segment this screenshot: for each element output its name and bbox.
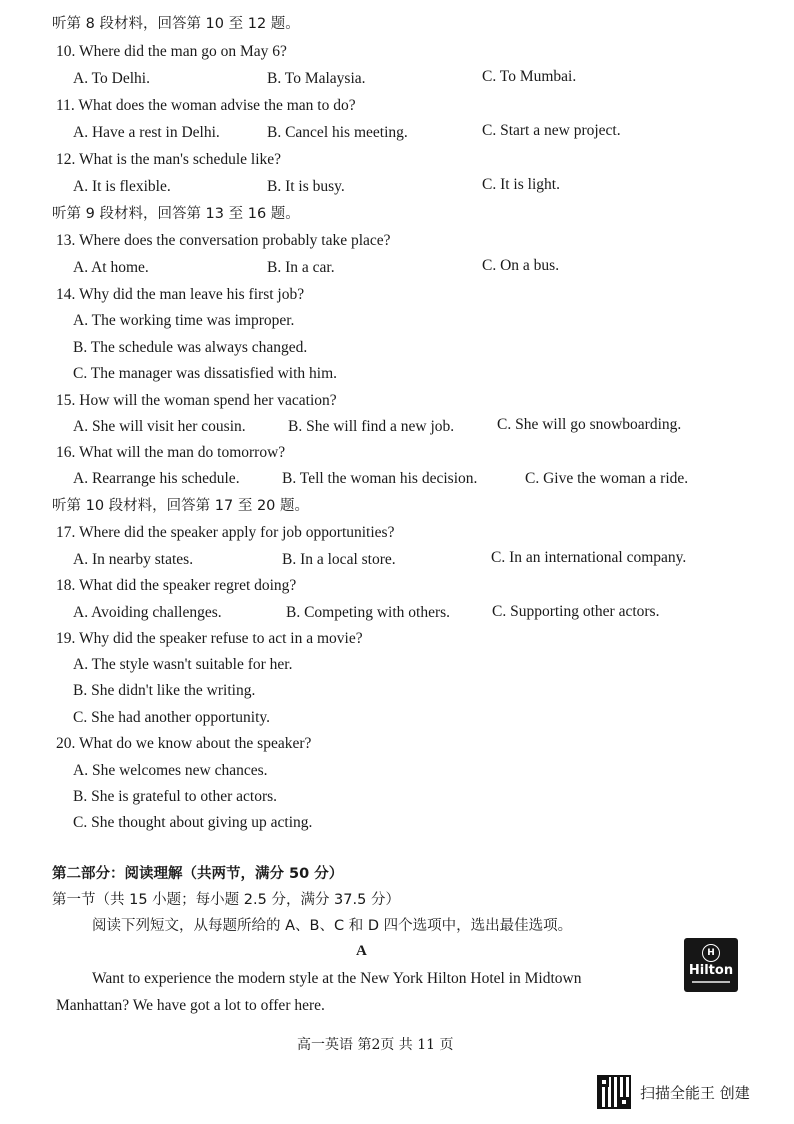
q16-option-a: A. Rearrange his schedule. — [73, 470, 240, 487]
hilton-logo — [684, 938, 738, 992]
q16-option-c: C. Give the woman a ride. — [525, 470, 689, 487]
q10-option-c: C. To Mumbai. — [482, 68, 577, 85]
passage-line-1: Want to experience the modern style at the New York Hilton Hotel in Midtown — [92, 970, 582, 987]
part2-title: 第二部分：阅读理解（共两节，满分 50 分） — [52, 866, 344, 882]
q13-option-c: C. On a bus. — [482, 257, 560, 274]
q19-stem: 19. Why did the speaker refuse to act in a movie? — [56, 630, 363, 647]
q17-stem: 17. Where did the speaker apply for job opportunities? — [56, 524, 395, 541]
part2-instruction: 阅读下列短文，从每题所给的 A、B、C 和 D 四个选项中，选出最佳选项。 — [92, 918, 573, 934]
page-footer: 高一英语 第2页 共 11 页 — [297, 1037, 454, 1053]
scanner-watermark: 扫描全能王 创建 — [640, 1084, 750, 1102]
q20-stem: 20. What do we know about the speaker? — [56, 735, 312, 752]
section-8-header: 听第 8 段材料，回答第 10 至 12 题。 — [52, 16, 300, 32]
q12-option-b: B. It is busy. — [267, 178, 345, 195]
q15-option-b: B. She will find a new job. — [288, 418, 455, 435]
hilton-mark-icon: H — [702, 944, 720, 962]
passage-line-2: Manhattan? We have got a lot to offer here. — [56, 997, 325, 1014]
q10-stem: 10. Where did the man go on May 6? — [56, 43, 287, 60]
q16-stem: 16. What will the man do tomorrow? — [56, 444, 286, 461]
qr-code-icon — [597, 1075, 631, 1109]
q18-option-c: C. Supporting other actors. — [492, 603, 660, 620]
section-9-header: 听第 9 段材料，回答第 13 至 16 题。 — [52, 206, 300, 222]
q13-option-b: B. In a car. — [267, 259, 335, 276]
q13-stem: 13. Where does the conversation probably take place? — [56, 232, 391, 249]
q17-option-a: A. In nearby states. — [73, 551, 194, 568]
q20-option-b: B. She is grateful to other actors. — [73, 788, 278, 805]
q13-option-a: A. At home. — [73, 259, 149, 276]
q14-option-a: A. The working time was improper. — [73, 312, 295, 329]
q18-option-b: B. Competing with others. — [286, 604, 451, 621]
passage-label: A — [356, 943, 367, 959]
q15-option-c: C. She will go snowboarding. — [497, 416, 682, 433]
q17-option-b: B. In a local store. — [282, 551, 396, 568]
q17-option-c: C. In an international company. — [491, 549, 687, 566]
q19-option-b: B. She didn't like the writing. — [73, 682, 256, 699]
q19-option-a: A. The style wasn't suitable for her. — [73, 656, 293, 673]
q10-option-a: A. To Delhi. — [73, 70, 150, 87]
q20-option-c: C. She thought about giving up acting. — [73, 814, 313, 831]
q11-stem: 11. What does the woman advise the man to do? — [56, 97, 356, 114]
q18-option-a: A. Avoiding challenges. — [73, 604, 222, 621]
q14-option-b: B. The schedule was always changed. — [73, 339, 308, 356]
q15-option-a: A. She will visit her cousin. — [73, 418, 246, 435]
q12-option-c: C. It is light. — [482, 176, 560, 193]
q11-option-c: C. Start a new project. — [482, 122, 621, 139]
q11-option-b: B. Cancel his meeting. — [267, 124, 408, 141]
q19-option-c: C. She had another opportunity. — [73, 709, 271, 726]
q12-option-a: A. It is flexible. — [73, 178, 171, 195]
hilton-logo-tagline-bar — [692, 981, 730, 983]
hilton-logo-text: Hilton — [688, 963, 734, 978]
q11-option-a: A. Have a rest in Delhi. — [73, 124, 220, 141]
q16-option-b: B. Tell the woman his decision. — [282, 470, 478, 487]
q14-option-c: C. The manager was dissatisfied with him. — [73, 365, 338, 382]
q18-stem: 18. What did the speaker regret doing? — [56, 577, 297, 594]
q15-stem: 15. How will the woman spend her vacation? — [56, 392, 337, 409]
part2-section1: 第一节（共 15 小题；每小题 2.5 分，满分 37.5 分） — [52, 892, 400, 908]
q12-stem: 12. What is the man's schedule like? — [56, 151, 282, 168]
q20-option-a: A. She welcomes new chances. — [73, 762, 268, 779]
q10-option-b: B. To Malaysia. — [267, 70, 366, 87]
section-10-header: 听第 10 段材料，回答第 17 至 20 题。 — [52, 498, 310, 514]
q14-stem: 14. Why did the man leave his first job? — [56, 286, 305, 303]
